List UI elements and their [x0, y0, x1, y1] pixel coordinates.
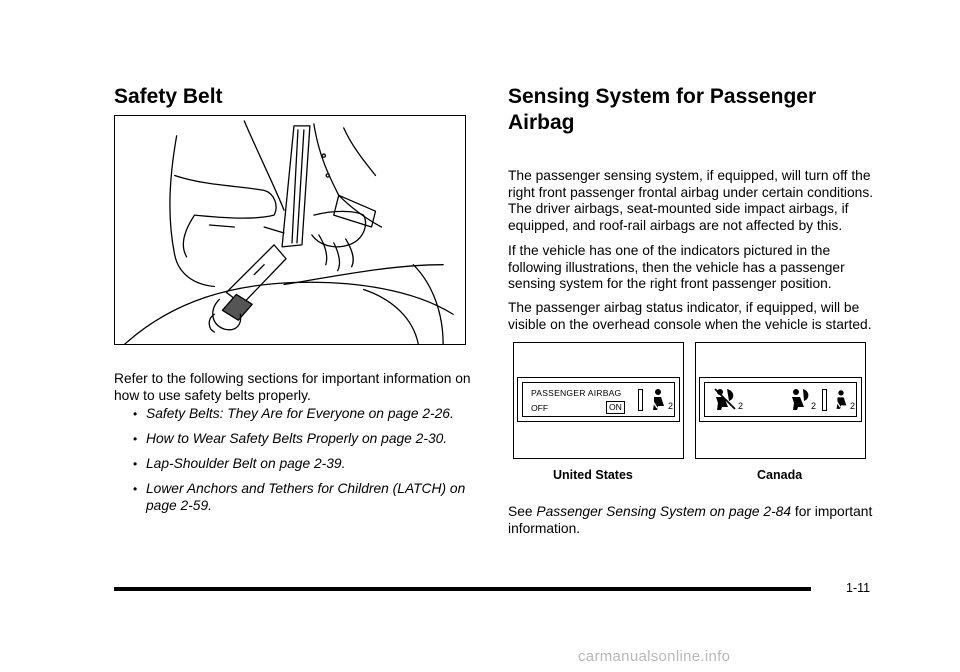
reference-item[interactable]: • Lower Anchors and Tethers for Children (LATCH) on page 2-59. — [133, 481, 466, 513]
bullet-icon: • — [133, 457, 138, 471]
passenger-seated-icon — [649, 388, 667, 412]
sensing-paragraph-1: The passenger sensing system, if equipped, will turn off the right front passenger frontal airbag under certain conditions. The driver airbags, seat-mounted side impact airbags, if equipped, and roof-rail airbags are not affected by this. — [508, 168, 874, 233]
caption-united-states: United States — [553, 468, 633, 482]
us-indicator-display: PASSENGER AIRBAG OFF ON 2 — [517, 377, 680, 422]
airbag-on-icon — [789, 387, 811, 411]
safety-belt-intro: Refer to the following sections for important information on how to use safety belts properly. — [114, 371, 471, 403]
canada-indicator-display: 2 2 2 — [699, 377, 862, 422]
safety-belt-reference-list — [114, 406, 474, 523]
sensing-paragraph-2: If the vehicle has one of the indicators pictured in the following illustrations, then the vehicle has a passenger sensing system for the right front passenger position. — [508, 243, 845, 291]
us-indicator-off-label: OFF — [531, 403, 549, 413]
section-heading-safety-belt: Safety Belt — [114, 85, 223, 108]
site-watermark: carmanualsonline.info — [578, 648, 731, 665]
right-column — [508, 84, 876, 136]
left-column — [114, 84, 474, 110]
reference-item[interactable]: • Safety Belts: They Are for Everyone on page 2-26. — [133, 406, 454, 421]
safety-belt-illustration — [114, 115, 466, 345]
us-indicator-illustration — [513, 342, 684, 459]
airbag-off-icon — [713, 387, 737, 411]
us-indicator-title: PASSENGER AIRBAG — [531, 388, 622, 398]
page-number: 1-11 — [846, 581, 871, 595]
indicator-lamp-bar — [638, 389, 643, 411]
see-reference-paragraph: See Passenger Sensing System on page 2-84 for important information. — [508, 504, 873, 536]
sensing-paragraph-3: The passenger airbag status indicator, if equipped, will be visible on the overhead console when the vehicle is started. — [508, 300, 872, 332]
bullet-icon: • — [133, 407, 138, 421]
section-heading-passenger-sensing: Sensing System for Passenger Airbag — [508, 85, 817, 134]
reference-item[interactable]: • Lap-Shoulder Belt on page 2-39. — [133, 456, 346, 471]
passenger-sensing-reference-link[interactable]: Passenger Sensing System on page 2-84 — [536, 504, 792, 519]
buckling-belt-drawing — [115, 116, 465, 344]
us-indicator-on-label: ON — [606, 401, 625, 414]
reference-item[interactable]: • How to Wear Safety Belts Properly on page 2-30. — [133, 431, 448, 446]
indicator-lamp-bar — [822, 389, 827, 411]
bullet-icon: • — [133, 432, 138, 446]
canada-indicator-illustration — [695, 342, 866, 459]
caption-canada: Canada — [757, 468, 803, 482]
passenger-seated-icon — [833, 388, 849, 412]
bullet-icon: • — [133, 482, 138, 496]
footer-rule — [114, 587, 811, 591]
